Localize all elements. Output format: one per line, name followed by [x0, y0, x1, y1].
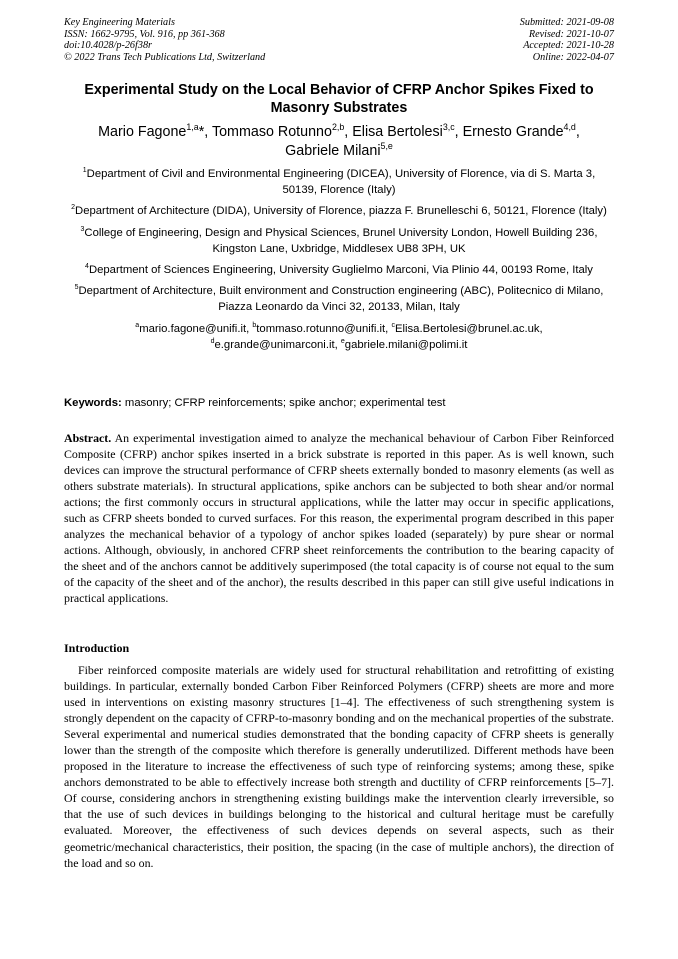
abstract-text: An experimental investigation aimed to analyze the mechanical behaviour of Carbon Fiber Reinforced Composite (CFRP) anchor spikes inserted in a brick substrate is reported in this paper. As is well known, such devices can improve the structural performance of CFRP sheets externally bonded to masonry elements (as well as others substrate materials). In structural applications, spike anchors can be subjected to both shear and/or normal actions; the first commonly occurs in structural applications, while the latter may occur in specific applications, such as CFRP sheets bonded to curved surfaces. For this reason, the experimental program described in this paper analyzes the mechanical behavior of a typology of anchor spikes loaded (separately) by pure shear or normal actions. Although, obviously, in anchored CFRP sheet reinforcements the contribution to the bearing capacity of the sheet and of the anchors cannot be additively superimposed (the total capacity is of course not equal to the sum of the capacity of the sheet and of the anchor), the results described in this paper can still give useful indications in practical applications.: [64, 431, 614, 606]
email-link[interactable]: $^c$Elisa.Bertolesi@brunel.ac.uk,: [391, 321, 543, 335]
journal-issn: ISSN: 1662-9795, Vol. 916, pp 361-368: [64, 28, 225, 40]
author-list: [64, 123, 614, 160]
affiliation: $^1$Department of Civil and Environmental Engineering (DICEA), University of Florence, via di S. Marta 3, 50139, Florence (Italy): [82, 167, 596, 197]
affiliation-list: [64, 166, 614, 353]
affiliation: $^5$Department of Architecture, Built environment and Construction engineering (ABC), Politecnico di Milano, Piazza Leonardo da Vinci 32, 20133, Milan, Italy: [74, 284, 604, 314]
journal-header: [64, 17, 614, 63]
section-heading-introduction: Introduction: [64, 641, 130, 655]
affiliation: $^2$Department of Architecture (DIDA), University of Florence, piazza F. Brunelleschi 6, 50121, Florence (Italy): [71, 204, 607, 218]
author: Elisa Bertolesi$^{3,c}$,: [352, 122, 463, 140]
email-list: [64, 321, 614, 353]
date-submitted: Submitted: 2021-09-08: [519, 17, 614, 28]
affiliation: $^3$College of Engineering, Design and Physical Sciences, Brunel University London, Howell Building 236, Kingston Lane, Uxbridge, Middlesex UB8 3PH, UK: [80, 225, 598, 255]
journal-doi[interactable]: doi:10.4028/p-26f38r: [64, 40, 153, 52]
author: Mario Fagone$^{1,a}$*,: [98, 122, 212, 140]
keywords-text: masonry; CFRP reinforcements; spike anchor; experimental test: [124, 397, 446, 409]
author: Tommaso Rotunno$^{2,b}$,: [211, 122, 353, 140]
paper-title: Experimental Study on the Local Behavior of CFRP Anchor Spikes Fixed to Masonry Substrates: [84, 82, 594, 116]
journal-copyright: © 2022 Trans Tech Publications Ltd, Switzerland: [64, 51, 266, 63]
email-link[interactable]: $^b$tommaso.rotunno@unifi.it,: [252, 321, 389, 335]
date-online: Online: 2022-04-07: [532, 51, 614, 63]
date-accepted: Accepted: 2021-10-28: [523, 40, 614, 52]
date-revised: Revised: 2021-10-07: [528, 28, 614, 40]
submission-dates: [520, 17, 614, 63]
author: Gabriele Milani$^{5,e}$: [285, 140, 393, 159]
keywords-section: [64, 396, 614, 410]
author: Ernesto Grande$^{4,d}$,: [462, 122, 580, 140]
abstract-label: Abstract.: [64, 431, 112, 445]
journal-name: Key Engineering Materials: [64, 17, 175, 28]
email-link[interactable]: $^a$mario.fagone@unifi.it,: [135, 321, 250, 335]
email-link[interactable]: $^d$e.grande@unimarconi.it,: [210, 338, 338, 351]
abstract-section: [64, 430, 614, 607]
email-link[interactable]: $^e$gabriele.milani@polimi.it: [340, 338, 468, 351]
introduction-paragraph: Fiber reinforced composite materials are widely used for structural rehabilitation and retrofitting of existing buildings. In particular, externally bonded Carbon Fiber Reinforced Polymers (CFRP) sheets are more and more used in interventions on existing masonry structures [1–4]. The effectiveness of such strengthening system is strongly dependent on the capacity of CFRP-to-masonry bonding and on the mechanical properties of the substrate. Several experimental and numerical studies demonstrated that the bonding capacity of CFRP sheets is generally lower than the strength of the composite which therefore is generally underutilized. Different methods have been proposed in the literature to increase the effectiveness of such type of reinforcing systems; among these, spike anchors demonstrated to be able to effectively increase both strength and ductility of CFRP reinforcements [5–7]. Of course, considering anchors in strengthening existing buildings make the intervention clearly irreversible, so that the use of such devices in buildings belonging to the historical and cultural heritage must be carefully evaluated. Moreover, the effectiveness of such devices depends on several aspects, such as their geometric/mechanical characteristics, their position, the spacing (in the case of multiple anchors), the direction of the load and so on.: [64, 663, 614, 870]
journal-info: [64, 17, 265, 63]
affiliation: $^4$Department of Sciences Engineering, University Guglielmo Marconi, Via Plinio 44, 00193 Rome, Italy: [85, 263, 593, 277]
keywords-label: Keywords:: [64, 397, 122, 409]
